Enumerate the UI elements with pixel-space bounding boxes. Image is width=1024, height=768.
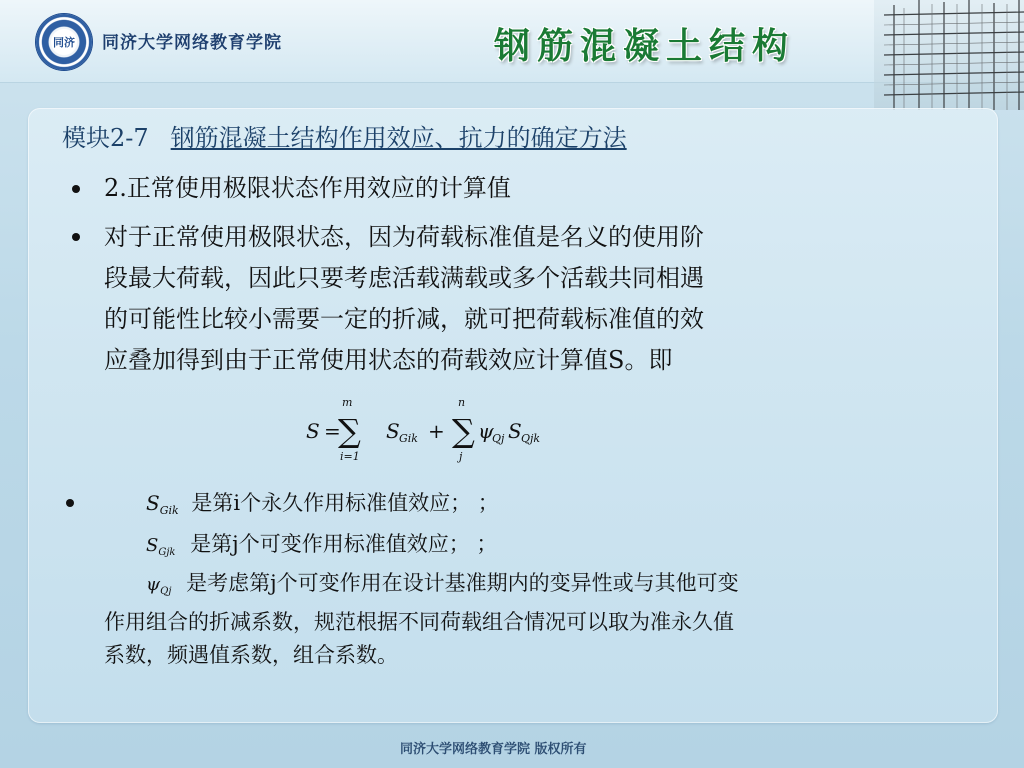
formula-term-2-sub: Qjk	[521, 432, 541, 445]
definition-1-text: 是第i个永久作用标准值效应； ；	[191, 491, 499, 515]
bullet-2-line-1: 对于正常使用极限状态，因为荷载标准值是名义的使用阶	[104, 223, 704, 251]
sum-1-top: m	[342, 396, 353, 409]
formula-term-2: S	[508, 419, 522, 443]
bullet-dot	[72, 233, 80, 241]
school-name: 同济大学网络教育学院	[102, 33, 282, 53]
formula-lhs: S	[306, 419, 320, 443]
logo-text: 同济	[51, 29, 77, 55]
sum-2-symbol: ∑	[452, 412, 475, 450]
definition-2-subscript: Gjk	[158, 547, 176, 558]
bullet-1-text: 2.正常使用极限状态作用效应的计算值	[104, 174, 511, 202]
module-label: 模块2-7	[62, 124, 149, 152]
slide-header	[0, 0, 1024, 83]
building-frame-icon	[874, 0, 1024, 110]
bullet-dot	[66, 499, 74, 507]
definition-1-symbol: S	[146, 491, 160, 515]
definition-3-line-3: 系数，频遇值系数，组合系数。	[104, 643, 398, 667]
formula-psi: ψ	[478, 419, 494, 443]
bullet-dot	[72, 185, 80, 193]
sum-1-symbol: ∑	[338, 412, 361, 450]
formula-term-1-sub: Gik	[399, 432, 418, 445]
university-logo-icon	[36, 14, 92, 70]
sum-2-top: n	[458, 396, 466, 409]
load-effect-formula	[300, 394, 570, 466]
definition-2-text: 是第j个可变作用标准值效应； ；	[190, 532, 498, 556]
bullet-2-line-4: 应叠加得到由于正常使用状态的荷载效应计算值S。即	[104, 346, 673, 374]
definition-3-text: 是考虑第j个可变作用在设计基准期内的变异性或与其他可变	[186, 571, 739, 595]
sum-2-bottom: j	[459, 450, 463, 463]
definition-2-symbol: S	[146, 535, 159, 556]
bullet-2-line-2: 段最大荷载，因此只要考虑活载满载或多个活载共同相遇	[104, 264, 704, 292]
definition-3-subscript: Qj	[160, 586, 172, 597]
module-heading	[62, 118, 627, 158]
course-title: 钢筋混凝土结构	[494, 26, 796, 67]
formula-term-1: S	[386, 419, 400, 443]
bullet-2-line-3: 的可能性比较小需要一定的折减，就可把荷载标准值的效	[104, 305, 704, 333]
definition-3-symbol: ψ	[146, 574, 161, 595]
formula-psi-sub: Qj	[492, 432, 505, 445]
definition-1-subscript: Gik	[159, 504, 179, 517]
formula-plus: +	[428, 419, 445, 443]
module-title-link[interactable]: 钢筋混凝土结构作用效应、抗力的确定方法	[170, 124, 627, 152]
footer-copyright: 同济大学网络教育学院 版权所有	[400, 742, 587, 757]
definition-3-line-2: 作用组合的折减系数，规范根据不同荷载组合情况可以取为准永久值	[104, 610, 734, 634]
formula-equals: =	[324, 419, 341, 443]
sum-1-bottom: i=1	[340, 450, 360, 463]
